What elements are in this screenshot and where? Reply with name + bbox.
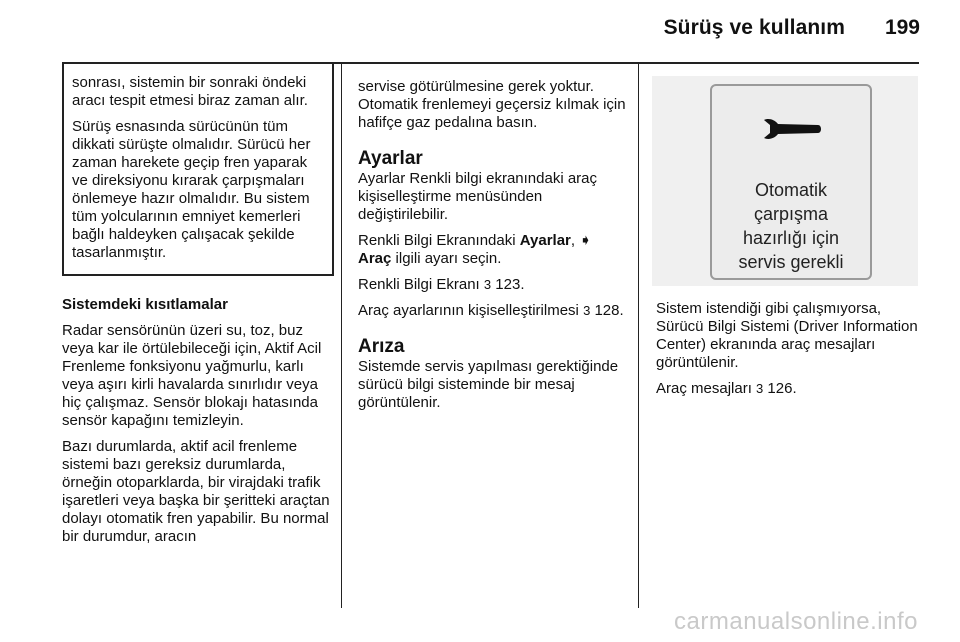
notice-box: [62, 64, 334, 276]
page-reference-icon: 3: [483, 277, 492, 292]
column-3-paragraph-2: [656, 380, 918, 398]
text-run: Renkli Bilgi Ekranındaki: [358, 232, 520, 249]
text-run: ilgili ayarı seçin.: [391, 250, 502, 267]
page-reference-icon: 3: [583, 303, 591, 318]
notice-paragraph-2: Sürüş esnasında sürücünün tüm dikkati sürüşte olmalıdır. Sürücü her zaman harekete geçip fren yaparak ve direksiyonu kırarak çarpışmaları önlemeye hazır olmalıdır. Bu sistem tüm yolcularının emniyet kemerleri bağlı haldeyken çalışacak şekilde tasarlanmıştır.: [72, 118, 311, 261]
settings-paragraph-2: [358, 232, 626, 268]
display-message: [712, 178, 870, 274]
header-title: Sürüş ve kullanım: [663, 16, 845, 39]
menu-settings: Ayarlar: [519, 232, 571, 249]
page-number: 199: [884, 16, 920, 39]
column-2: [358, 78, 626, 420]
fault-title: Arıza: [358, 336, 405, 357]
intro-paragraph: servise götürülmesine gerek yoktur. Otomatik frenlemeyi geçersiz kılmak için hafifçe gaz pedalına basın.: [358, 78, 626, 131]
display-line-1: Otomatik: [754, 180, 828, 200]
display-line-4: servis gerekli: [738, 252, 844, 272]
text-run: Renkli Bilgi Ekranı: [358, 276, 484, 293]
column-1: [62, 64, 334, 554]
settings-title: Ayarlar: [358, 148, 423, 169]
page-reference-icon: 3: [756, 381, 764, 396]
text-run: ,: [570, 232, 580, 249]
page-reference: 128.: [590, 302, 624, 319]
limitations-paragraph-2: Bazı durumlarda, aktif acil frenleme sistemi bazı gereksiz durumlarda, örneğin otoparklarda, bir virajdaki trafik işaretleri veya başka bir şeritteki araçtan dolayı otomatik fren yapabilir. Bu normal bir durumdur, aracın: [62, 438, 330, 545]
watermark: carmanualsonline.info: [674, 608, 918, 635]
limitations-heading: Sistemdeki kısıtlamalar: [62, 296, 228, 313]
menu-vehicle: Araç: [358, 250, 392, 267]
page-reference: 123.: [491, 276, 525, 293]
display-screen: [710, 84, 872, 280]
settings-paragraph-3: [358, 276, 626, 294]
settings-paragraph-4: [358, 302, 626, 320]
text-run: Araç mesajları: [656, 380, 757, 397]
fault-paragraph: Sistemde servis yapılması gerektiğinde sürücü bilgi sisteminde bir mesaj görüntülenir.: [358, 358, 619, 411]
column-3: [656, 300, 918, 406]
notice-paragraph-1: sonrası, sistemin bir sonraki öndeki aracı tespit etmesi biraz zaman alır.: [72, 74, 308, 109]
page-reference: 126.: [763, 380, 797, 397]
text-run: Araç ayarlarının kişiselleştirilmesi: [358, 302, 584, 319]
limitations-paragraph-1: Radar sensörünün üzeri su, toz, buz veya kar ile örtülebileceği için, Aktif Acil Frenleme fonksiyonu yağmurlu, karlı veya aşırı kirli havalarda sınırlıdır veya hiç çalışmaz. Sensör blokajı hatasında sensör kapağını temizleyin.: [62, 322, 322, 429]
wrench-icon: [762, 116, 822, 142]
display-line-2: çarpışma: [753, 204, 829, 224]
display-line-3: hazırlığı için: [742, 228, 840, 248]
arrow-right-icon: ➧: [579, 232, 592, 249]
display-message-illustration: [652, 76, 918, 286]
column-3-paragraph-1: Sistem istendiği gibi çalışmıyorsa, Sürücü Bilgi Sistemi (Driver Information Center) ekranında araç mesajları görüntülenir.: [656, 300, 918, 371]
settings-paragraph-1: Ayarlar Renkli bilgi ekranındaki araç kişiselleştirme menüsünden değiştirilebilir.: [358, 170, 598, 223]
column-divider-2: [638, 64, 639, 608]
column-divider-1: [341, 64, 342, 608]
